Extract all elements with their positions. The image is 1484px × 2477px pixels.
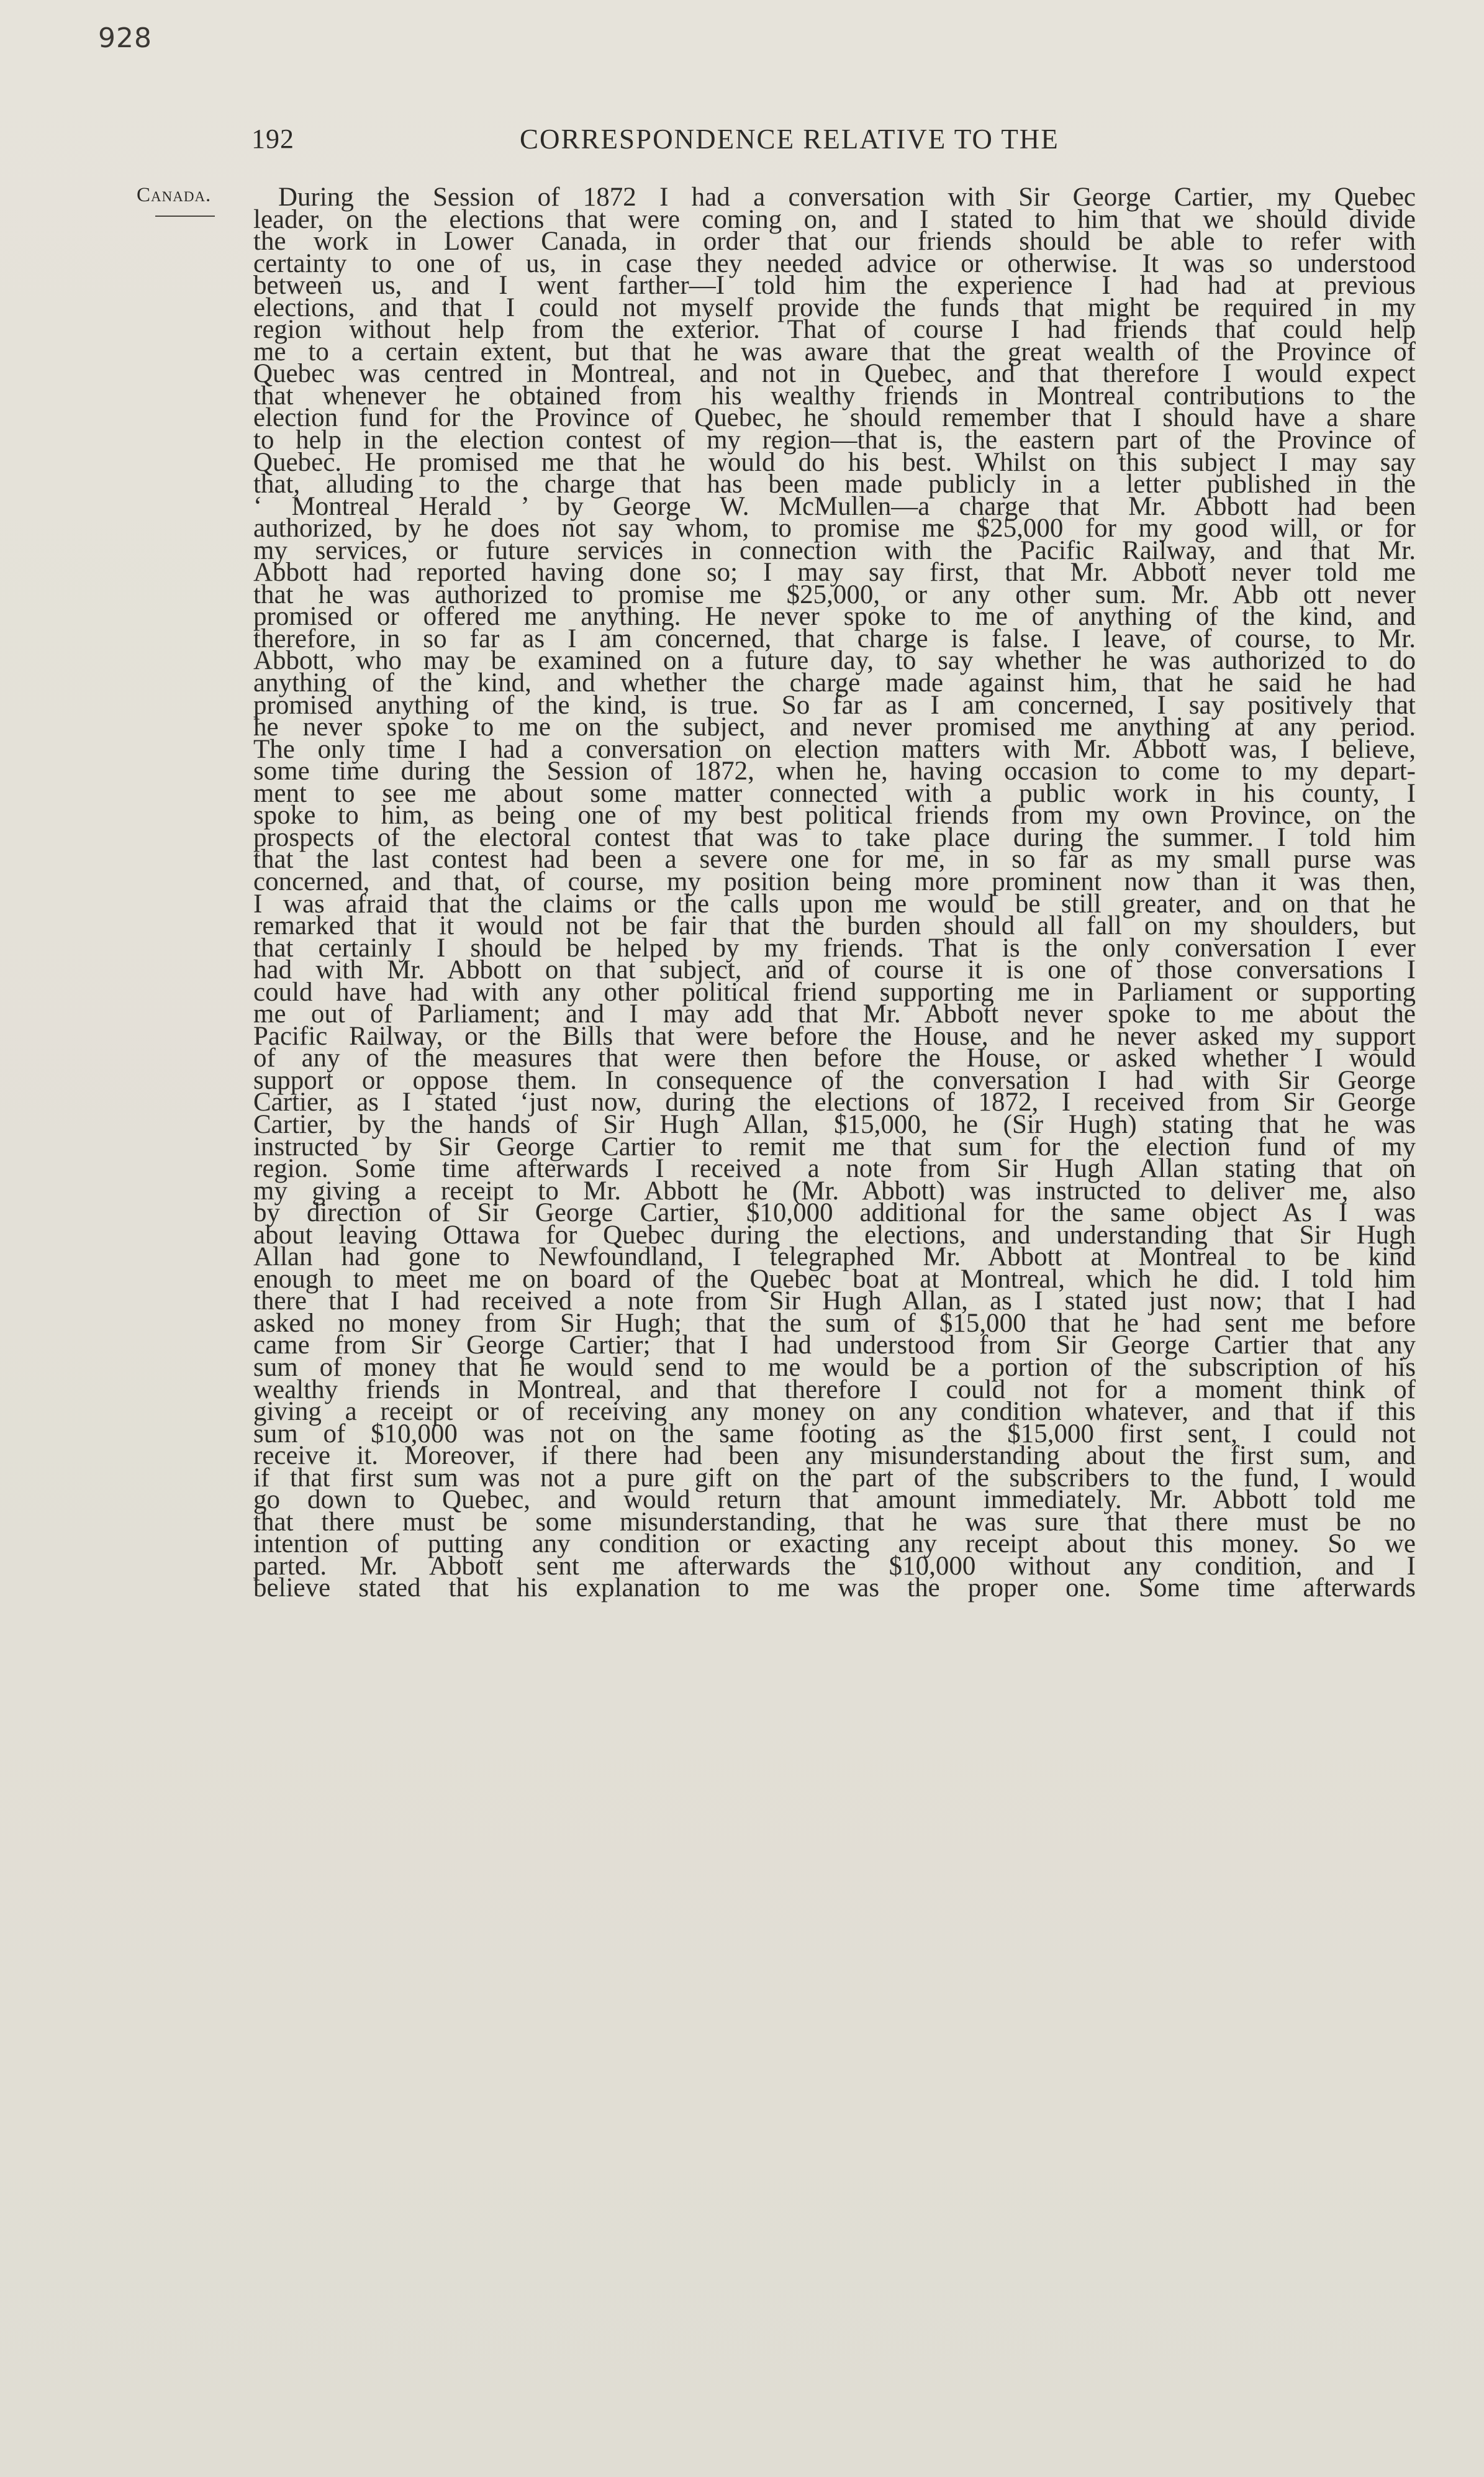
body-line: promised anything of the kind, is true. So far as I am concerned, I say positively that	[253, 690, 1416, 720]
body-line: spoke to him, as being one of my best political friends from my own Province, on the	[253, 801, 1416, 830]
body-line: me out of Parliament; and I may add that Mr. Abbott never spoke to me about the	[253, 999, 1416, 1029]
body-line: of any of the measures that were then before the House, or asked whether I would	[253, 1043, 1416, 1073]
body-line: me to a certain extent, but that he was aware that the great wealth of the Province of	[253, 337, 1416, 366]
body-line: leader, on the elections that were coming on, and I stated to him that we should divide	[253, 204, 1416, 234]
body-line: Quebec. He promised me that he would do his best. Whilst on this subject I may say	[253, 447, 1416, 477]
body-line: some time during the Session of 1872, when he, having occasion to come to my depart-	[253, 757, 1416, 786]
body-line: if that first sum was not a pure gift on the part of the subscribers to the fund, I would	[253, 1463, 1416, 1493]
body-line: my giving a receipt to Mr. Abbott he (Mr. Abbott) was instructed to deliver me, also	[253, 1176, 1416, 1206]
body-line: about leaving Ottawa for Quebec during the elections, and understanding that Sir Hugh	[253, 1220, 1416, 1250]
body-line: ‘ Montreal Herald ’ by George W. McMullen—a charge that Mr. Abbott had been	[253, 491, 1416, 521]
body-line: go down to Quebec, and would return that amount immediately. Mr. Abbott told me	[253, 1485, 1416, 1515]
marginal-note-rule	[155, 216, 215, 217]
body-line: promised or offered me anything. He never spoke to me of anything of the kind, and	[253, 602, 1416, 632]
body-line: that he was authorized to promise me $25,000, or any other sum. Mr. Abb ott never	[253, 579, 1416, 609]
body-line: The only time I had a conversation on election matters with Mr. Abbott was, I believe,	[253, 734, 1416, 764]
body-line: Abbott had reported having done so; I may say first, that Mr. Abbott never told me	[253, 558, 1416, 588]
marginal-note	[137, 184, 242, 217]
body-line: support or oppose them. In consequence of the conversation I had with Sir George	[253, 1065, 1416, 1095]
body-line: I was afraid that the claims or the calls upon me would be still greater, and on that he	[253, 889, 1416, 919]
body-line: that the last contest had been a severe one for me, in so far as my small purse was	[253, 845, 1416, 875]
body-line: concerned, and that, of course, my position being more prominent now than it was then,	[253, 866, 1416, 896]
body-line: by direction of Sir George Cartier, $10,000 additional for the same object As I was	[253, 1198, 1416, 1228]
body-line: he never spoke to me on the subject, and never promised me anything at any period.	[253, 712, 1416, 742]
body-line: instructed by Sir George Cartier to remit me that sum for the election fund of my	[253, 1132, 1416, 1161]
body-line: there that I had received a note from Sir Hugh Allan, as I stated just now; that I had	[253, 1286, 1416, 1316]
body-line: could have had with any other political friend supporting me in Parliament or supporting	[253, 977, 1416, 1007]
body-line: Allan had gone to Newfoundland, I telegraphed Mr. Abbott at Montreal to be kind	[253, 1242, 1416, 1272]
body-line: certainty to one of us, in case they needed advice or otherwise. It was so understood	[253, 248, 1416, 278]
body-line: remarked that it would not be fair that the burden should all fall on my shoulders, but	[253, 911, 1416, 941]
body-line: my services, or future services in connection with the Pacific Railway, and that Mr.	[253, 535, 1416, 565]
body-line: ment to see me about some matter connected with a public work in his county, I	[253, 778, 1416, 808]
body-line: During the Session of 1872 I had a conversation with Sir George Cartier, my Quebec	[278, 183, 1416, 212]
body-line: prospects of the electoral contest that was to take place during the summer. I told him	[253, 822, 1416, 852]
body-line: anything of the kind, and whether the charge made against him, that he said he had	[253, 668, 1416, 698]
body-line: region without help from the exterior. That of course I had friends that could help	[253, 315, 1416, 345]
body-line: Quebec was centred in Montreal, and not in Quebec, and that therefore I would expect	[253, 359, 1416, 389]
body-line: believe stated that his explanation to me was the proper one. Some time afterwards	[253, 1573, 1416, 1603]
body-line: giving a receipt or of receiving any money on any condition whatever, and that if this	[253, 1397, 1416, 1427]
body-line: that there must be some misunderstanding, that he was sure that there must be no	[253, 1507, 1416, 1537]
body-line: Pacific Railway, or the Bills that were before the House, and he never asked my support	[253, 1021, 1416, 1051]
body-line: elections, and that I could not myself provide the funds that might be required in my	[253, 293, 1416, 322]
body-line: came from Sir George Cartier; that I had understood from Sir George Cartier that any	[253, 1330, 1416, 1360]
body-line: Cartier, as I stated ‘just now, during the elections of 1872, I received from Sir George	[253, 1088, 1416, 1117]
body-line: therefore, in so far as I am concerned, that charge is false. I leave, of course, to Mr.	[253, 624, 1416, 653]
running-title: CORRESPONDENCE RELATIVE TO THE	[520, 124, 1059, 155]
body-line: had with Mr. Abbott on that subject, and of course it is one of those conversations I	[253, 955, 1416, 985]
body-line: authorized, by he does not say whom, to promise me $25,000 for my good will, or for	[253, 514, 1416, 543]
body-line: the work in Lower Canada, in order that our friends should be able to refer with	[253, 227, 1416, 257]
body-line: between us, and I went farther—I told him the experience I had had at previous	[253, 271, 1416, 301]
running-head	[251, 123, 1183, 161]
page-number: 192	[251, 124, 294, 154]
body-line: that whenever he obtained from his wealthy friends in Montreal contributions to the	[253, 381, 1416, 411]
body-line: intention of putting any condition or exacting any receipt about this money. So we	[253, 1529, 1416, 1559]
body-line: that certainly I should be helped by my friends. That is the only conversation I ever	[253, 933, 1416, 963]
marginal-note-label: Canada.	[137, 184, 212, 206]
body-line: sum of money that he would send to me would be a portion of the subscription of his	[253, 1352, 1416, 1382]
body-line: Cartier, by the hands of Sir Hugh Allan, $15,000, he (Sir Hugh) stating that he was	[253, 1109, 1416, 1139]
archive-page-number: 928	[98, 22, 152, 54]
body-line: enough to meet me on board of the Quebec boat at Montreal, which he did. I told him	[253, 1264, 1416, 1294]
body-line: sum of $10,000 was not on the same footing as the $15,000 first sent, I could not	[253, 1419, 1416, 1448]
body-line: to help in the election contest of my region—that is, the eastern part of the Province of	[253, 425, 1416, 455]
body-text	[253, 183, 1416, 1603]
body-line: region. Some time afterwards I received a note from Sir Hugh Allan stating that on	[253, 1154, 1416, 1184]
body-line: election fund for the Province of Quebec, he should remember that I should have a share	[253, 403, 1416, 433]
body-line: receive it. Moreover, if there had been any misunderstanding about the first sum, and	[253, 1441, 1416, 1471]
body-line: wealthy friends in Montreal, and that therefore I could not for a moment think of	[253, 1375, 1416, 1404]
body-line: parted. Mr. Abbott sent me afterwards the $10,000 without any condition, and I	[253, 1551, 1416, 1581]
body-line: asked no money from Sir Hugh; that the sum of $15,000 that he had sent me before	[253, 1308, 1416, 1338]
body-line: Abbott, who may be examined on a future day, to say whether he was authorized to do	[253, 646, 1416, 676]
body-line: that, alluding to the charge that has been made publicly in a letter published in the	[253, 470, 1416, 499]
